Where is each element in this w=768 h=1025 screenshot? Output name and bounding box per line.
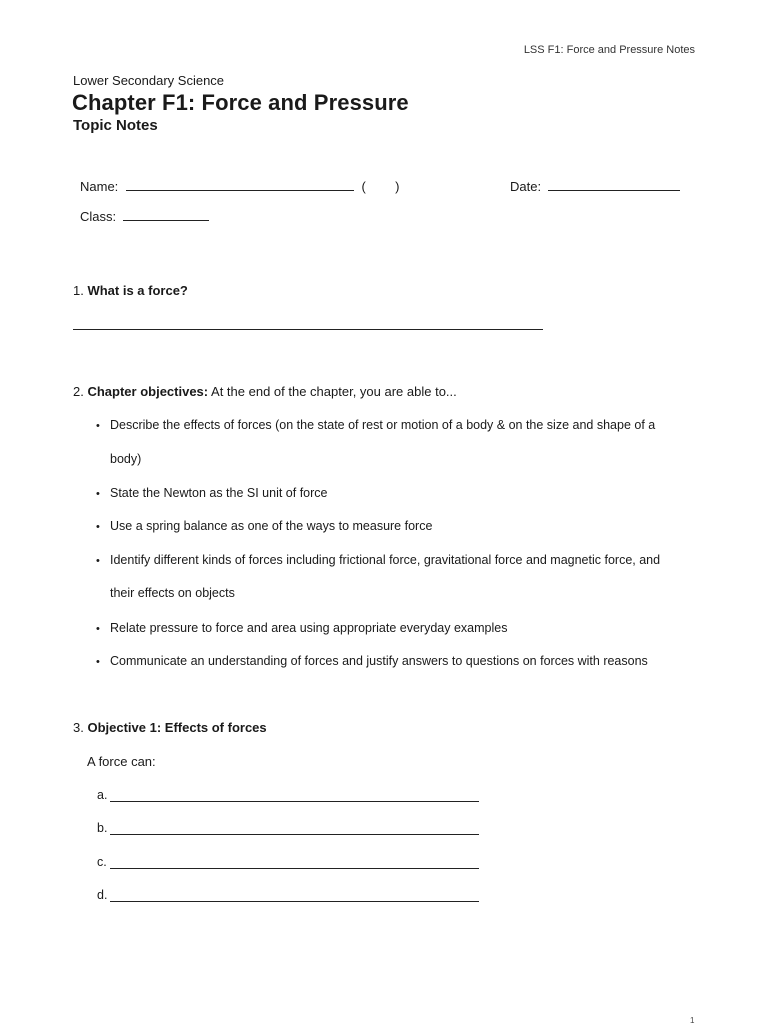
- question-3-number: 3.: [73, 720, 84, 735]
- class-field: [80, 208, 209, 224]
- answer-line-b[interactable]: [110, 834, 479, 835]
- answer-line-c[interactable]: [110, 868, 479, 869]
- date-field: [510, 178, 680, 194]
- answer-line-d[interactable]: [110, 901, 479, 902]
- question-3-heading: Objective 1: Effects of forces: [87, 720, 267, 735]
- bullet-marker: •: [96, 521, 100, 533]
- subject-label: Lower Secondary Science: [73, 73, 225, 88]
- answer-letter-c: c.: [97, 855, 107, 869]
- objective-item: Relate pressure to force and area using appropriate everyday examples: [110, 621, 508, 635]
- bullet-marker: •: [96, 623, 100, 635]
- name-field: [80, 178, 399, 194]
- class-blank[interactable]: [123, 208, 209, 221]
- question-2: [73, 384, 457, 399]
- objective-item-continuation: their effects on objects: [110, 586, 235, 600]
- objective-item: Use a spring balance as one of the ways to measure force: [110, 519, 433, 533]
- date-label: Date:: [510, 179, 542, 194]
- question-1-prompt: What is a force?: [87, 283, 188, 298]
- chapter-title: Chapter F1: Force and Pressure: [72, 90, 409, 115]
- bullet-marker: •: [96, 420, 100, 432]
- answer-line-a[interactable]: [110, 801, 479, 802]
- objective-item: Communicate an understanding of forces and justify answers to questions on forces with reasons: [110, 654, 648, 668]
- name-blank[interactable]: [126, 178, 354, 191]
- name-label: Name:: [80, 179, 119, 194]
- topic-notes-subtitle: Topic Notes: [73, 117, 158, 134]
- register-close: ): [395, 179, 400, 194]
- question-2-intro: At the end of the chapter, you are able to...: [211, 384, 457, 399]
- question-2-heading: Chapter objectives:: [87, 384, 209, 399]
- register-number-blank[interactable]: [370, 179, 392, 191]
- register-open: (: [361, 179, 366, 194]
- objective-item: State the Newton as the SI unit of force: [110, 486, 328, 500]
- bullet-marker: •: [96, 555, 100, 567]
- objective-item: Describe the effects of forces (on the state of rest or motion of a body & on the size and shape of a: [110, 418, 656, 432]
- answer-letter-d: d.: [97, 888, 108, 902]
- date-blank[interactable]: [548, 178, 680, 191]
- page-number: 1: [690, 1016, 695, 1025]
- bullet-marker: •: [96, 488, 100, 500]
- running-header: LSS F1: Force and Pressure Notes: [523, 44, 695, 56]
- objective-item: Identify different kinds of forces including frictional force, gravitational force and magnetic force, and: [110, 553, 661, 567]
- answer-letter-b: b.: [97, 821, 108, 835]
- question-2-number: 2.: [73, 384, 84, 399]
- question-3-intro: A force can:: [87, 754, 156, 769]
- question-1-answer-line[interactable]: [73, 329, 543, 330]
- bullet-marker: •: [96, 656, 100, 668]
- question-1: [73, 283, 188, 298]
- answer-letter-a: a.: [97, 788, 108, 802]
- class-label: Class:: [80, 209, 117, 224]
- question-1-number: 1.: [73, 283, 84, 298]
- question-3: [73, 720, 267, 735]
- objective-item-continuation: body): [110, 452, 142, 466]
